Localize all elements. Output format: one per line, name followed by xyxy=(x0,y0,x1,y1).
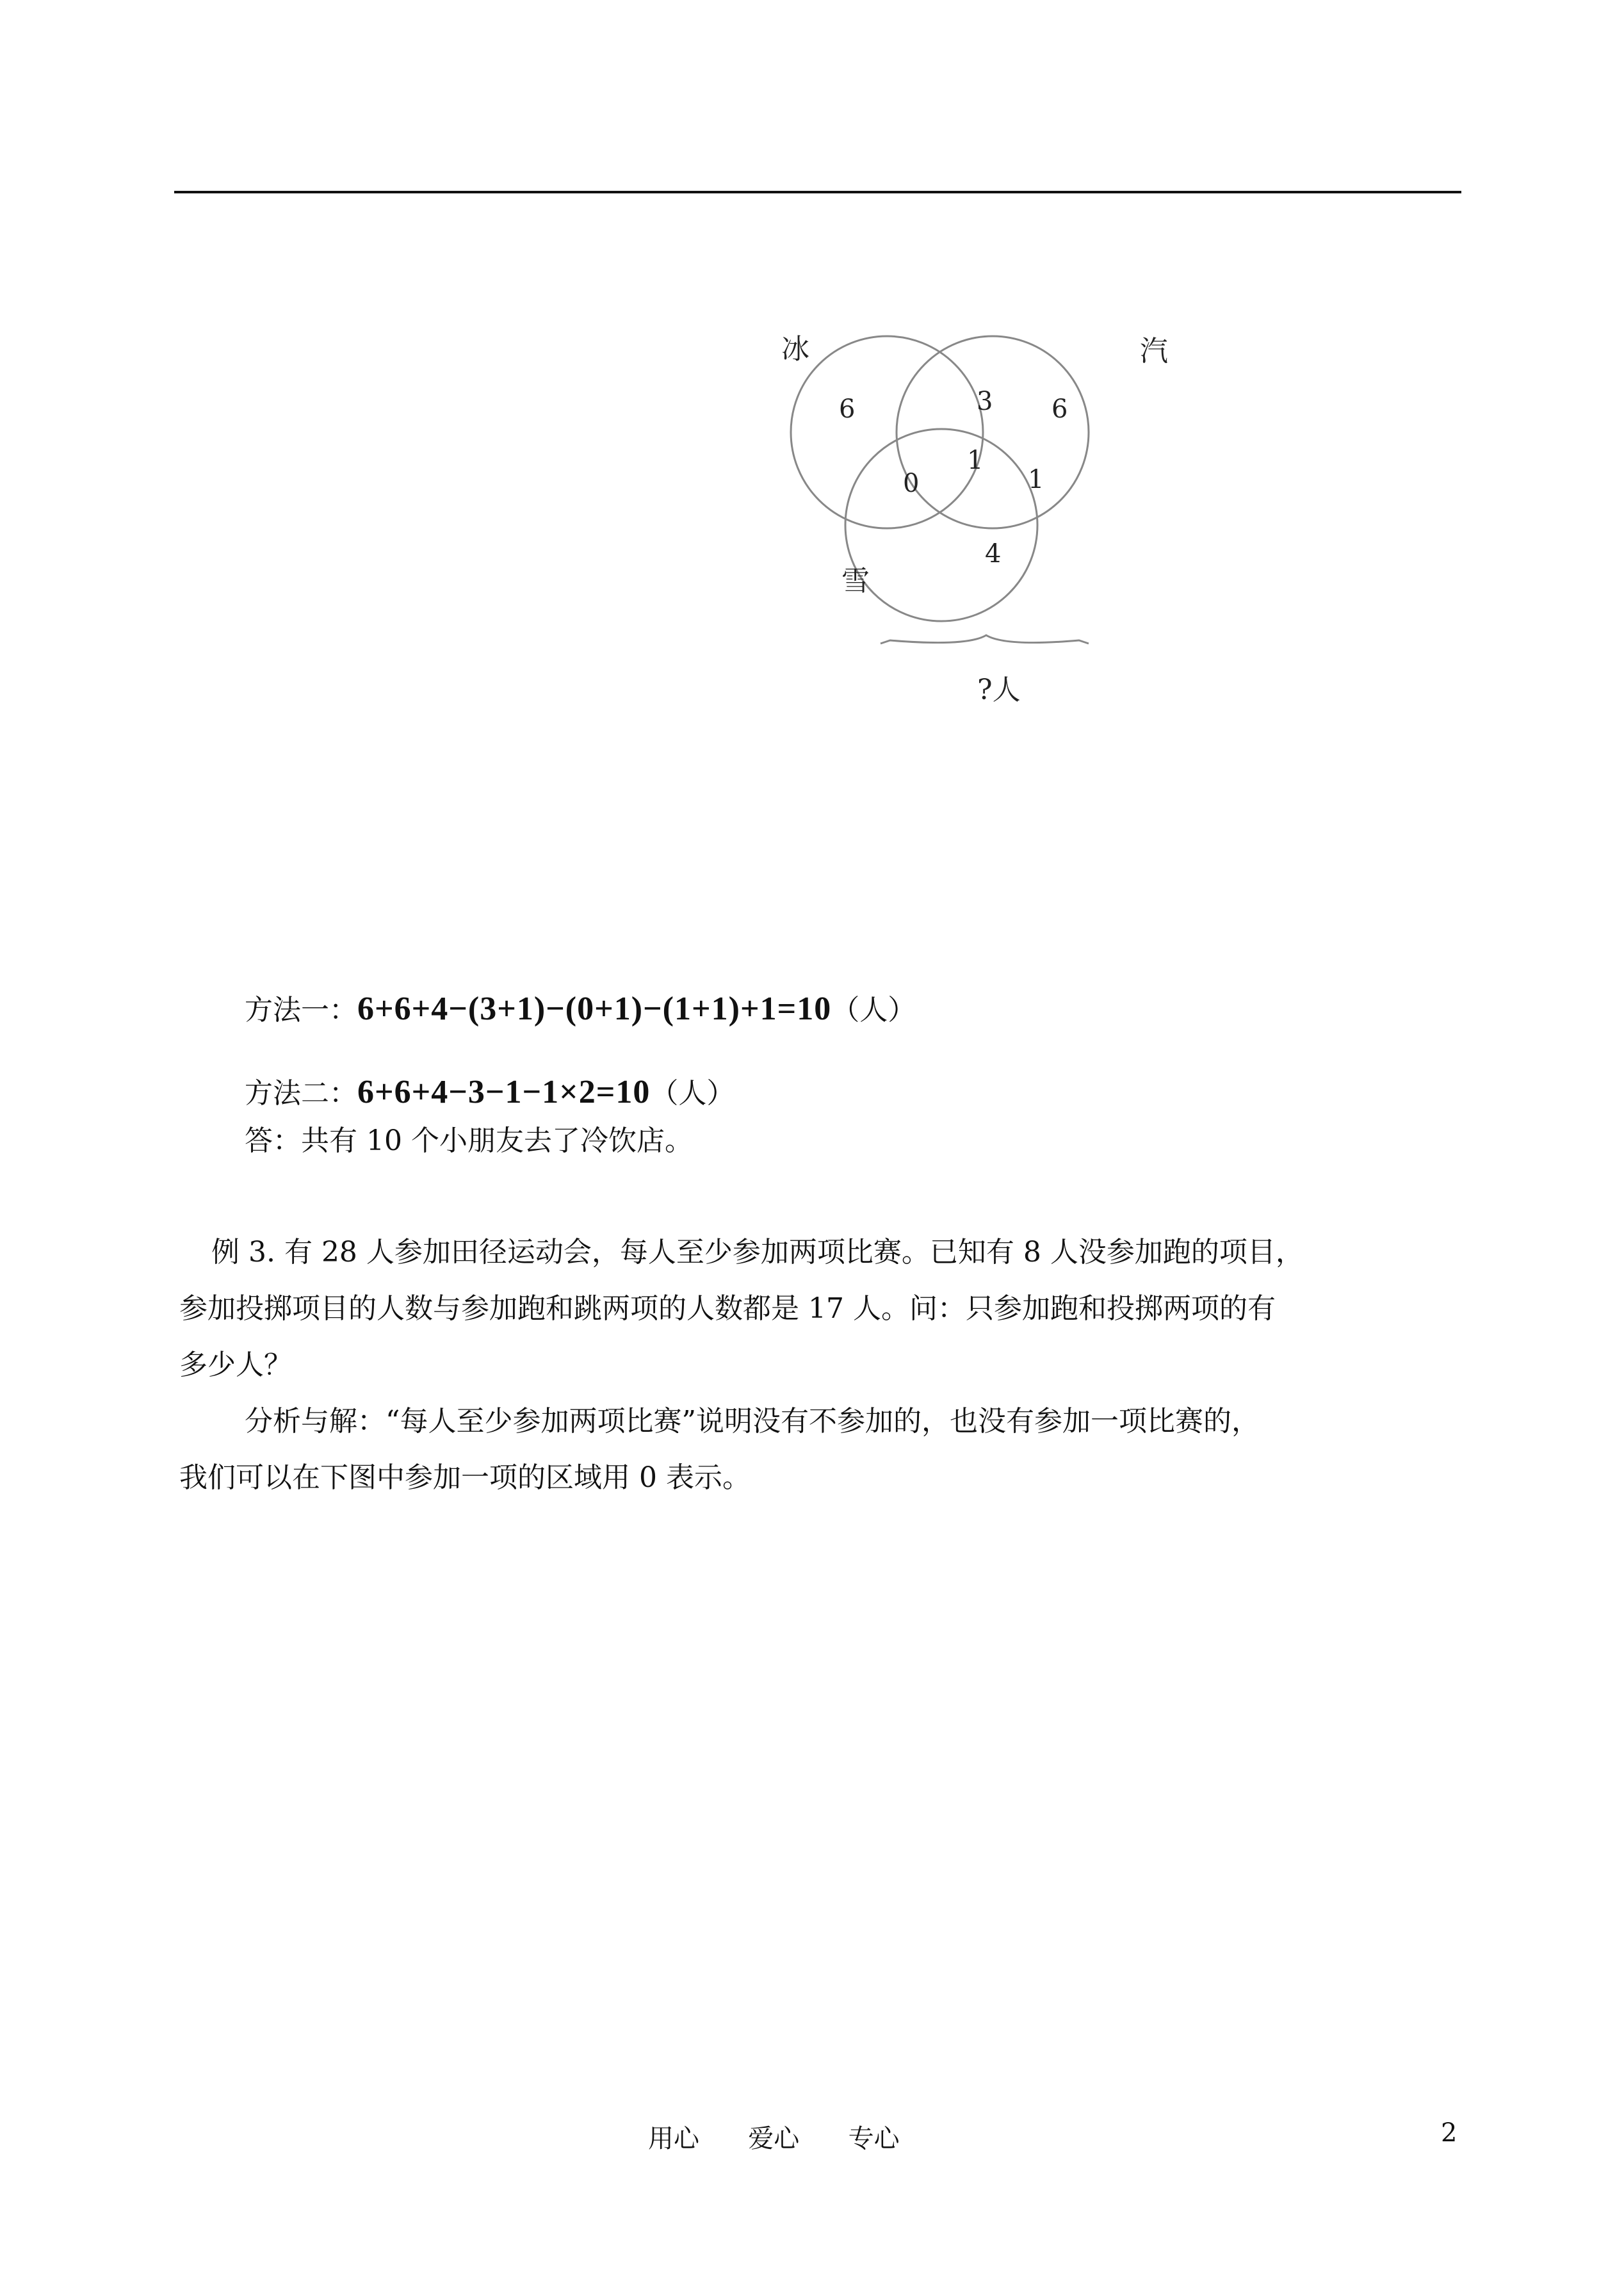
method-one-label: 方法一： xyxy=(245,994,357,1026)
example-three xyxy=(179,1224,1466,1506)
method-two-label: 方法二： xyxy=(245,1077,357,1110)
ice-circle xyxy=(791,336,983,528)
region-all-three: 1 xyxy=(967,446,984,475)
page-number: 2 xyxy=(1441,2118,1458,2148)
analysis-line-2: 我们可以在下图中参加一项的区域用 0 表示。 xyxy=(179,1461,751,1494)
region-ice-only: 6 xyxy=(839,394,856,424)
example-three-line-3: 多少人？ xyxy=(179,1349,292,1381)
label-ice: 冰 xyxy=(781,333,809,366)
label-soda: 汽 xyxy=(1140,335,1168,368)
method-two-formula: 6+6+4−3−1−1×2=10 xyxy=(357,1074,651,1110)
header-rule xyxy=(174,191,1461,193)
venn-svg xyxy=(756,307,1217,730)
label-bottom: ?人 xyxy=(977,674,1021,706)
example-three-line-2: 参加投掷项目的人数与参加跑和跳两项的人数都是 17 人。问：只参加跑和投掷两项的有 xyxy=(179,1292,1276,1325)
soda-circle xyxy=(897,336,1089,528)
method-two-unit: （人） xyxy=(650,1077,735,1110)
region-ice-soda: 3 xyxy=(977,387,993,416)
region-snow-only: 4 xyxy=(985,539,1002,569)
footer-motto: 用心 爱心 专心 xyxy=(648,2124,900,2153)
region-ice-snow: 0 xyxy=(903,469,920,498)
venn-diagram xyxy=(756,307,1217,730)
region-soda-snow: 1 xyxy=(1028,465,1044,494)
answer-line: 答：共有 10 个小朋友去了冷饮店。 xyxy=(245,1124,693,1157)
snow-circle xyxy=(845,429,1037,621)
method-two xyxy=(245,1073,735,1113)
method-one-unit: （人） xyxy=(831,994,916,1026)
analysis-line-1: 分析与解：“每人至少参加两项比赛”说明没有不参加的，也没有参加一项比赛的， xyxy=(245,1405,1260,1438)
bottom-brace xyxy=(881,635,1089,644)
region-soda-only: 6 xyxy=(1052,394,1068,424)
label-snow: 雪 xyxy=(841,565,870,597)
method-one xyxy=(245,990,916,1030)
method-one-formula: 6+6+4−(3+1)−(0+1)−(1+1)+1=10 xyxy=(357,991,832,1027)
example-three-line-1: 例 3. 有 28 人参加田径运动会，每人至少参加两项比赛。已知有 8 人没参加跑的项目， xyxy=(211,1236,1304,1269)
